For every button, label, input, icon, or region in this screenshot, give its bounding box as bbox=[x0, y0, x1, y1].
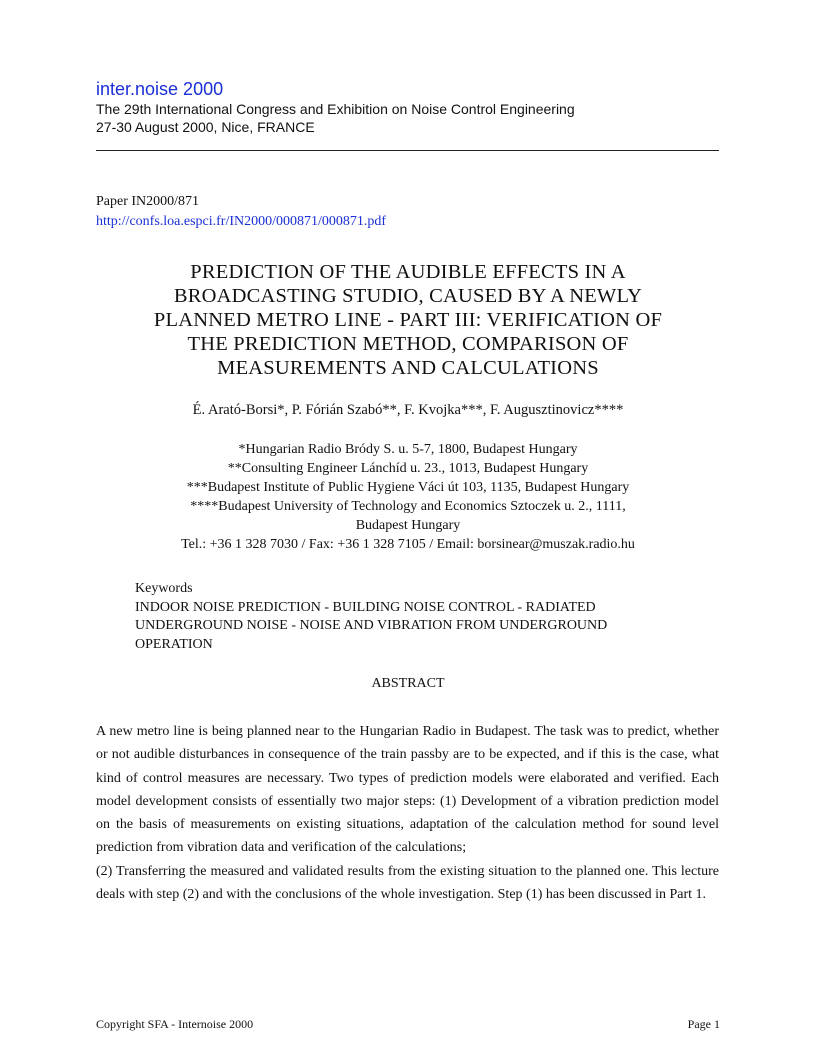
title-line: PREDICTION OF THE AUDIBLE EFFECTS IN A bbox=[190, 261, 626, 283]
keywords-line: OPERATION bbox=[135, 636, 213, 652]
paper-url-link[interactable]: http://confs.loa.espci.fr/IN2000/000871/000871.pdf bbox=[96, 214, 387, 229]
conference-header bbox=[96, 79, 720, 136]
title-line: THE PREDICTION METHOD, COMPARISON OF bbox=[187, 333, 629, 355]
congress-name: The 29th International Congress and Exhibition on Noise Control Engineering bbox=[96, 101, 575, 117]
affiliation-line: *Hungarian Radio Bródy S. u. 5-7, 1800, Budapest Hungary bbox=[238, 442, 578, 457]
page-number: Page 1 bbox=[687, 1017, 720, 1031]
affiliation-line: ****Budapest University of Technology and Economics Sztoczek u. 2., 1111, bbox=[190, 499, 626, 514]
paper-title bbox=[96, 260, 720, 380]
abstract-body bbox=[96, 720, 719, 906]
conference-brand: inter.noise 2000 bbox=[96, 79, 224, 99]
abstract-paragraph: (2) Transferring the measured and validated results from the existing situation to the planned one. This lecture deals with step (2) and with the conclusions of the whole investigation. Step (1) has been discussed in Part 1. bbox=[96, 863, 719, 903]
keywords-heading: Keywords bbox=[135, 581, 193, 596]
page-footer bbox=[96, 1017, 720, 1032]
title-line: PLANNED METRO LINE - PART III: VERIFICATION OF bbox=[153, 309, 663, 331]
copyright-text: Copyright SFA - Internoise 2000 bbox=[96, 1017, 254, 1031]
abstract-heading: ABSTRACT bbox=[371, 676, 445, 691]
abstract-paragraph: A new metro line is being planned near to the Hungarian Radio in Budapest. The task was to predict, whether or not audible disturbances in consequence of the train passby are to be expected, and if this is the case, what kind of control measures are necessary. Two types of prediction models were elaborated and verified. Each model development consists of essentially two major steps: (1) Development of a vibration prediction model on the basis of measurements on existing situations, adaptation of the calculation method for sound level prediction from vibration data and verification of the calculations; bbox=[96, 724, 719, 856]
title-line: MEASUREMENTS AND CALCULATIONS bbox=[217, 357, 599, 379]
affiliation-line: ***Budapest Institute of Public Hygiene Váci út 103, 1135, Budapest Hungary bbox=[186, 480, 630, 495]
affiliation-line: Budapest Hungary bbox=[355, 518, 461, 533]
conference-date-place: 27-30 August 2000, Nice, FRANCE bbox=[96, 119, 315, 135]
paper-info bbox=[96, 192, 386, 232]
contact-line: Tel.: +36 1 328 7030 / Fax: +36 1 328 7105 / Email: borsinear@muszak.radio.hu bbox=[181, 537, 635, 552]
header-divider bbox=[96, 150, 719, 151]
affiliation-line: **Consulting Engineer Lánchíd u. 23., 1013, Budapest Hungary bbox=[227, 461, 589, 476]
title-line: BROADCASTING STUDIO, CAUSED BY A NEWLY bbox=[173, 285, 643, 307]
keywords-line: INDOOR NOISE PREDICTION - BUILDING NOISE CONTROL - RADIATED bbox=[135, 599, 596, 615]
author-list: É. Arató-Borsi*, P. Fórián Szabó**, F. Kvojka***, F. Augusztinovicz**** bbox=[192, 402, 624, 418]
paper-id: Paper IN2000/871 bbox=[96, 194, 200, 209]
keywords-line: UNDERGROUND NOISE - NOISE AND VIBRATION FROM UNDERGROUND bbox=[135, 618, 608, 633]
affiliations bbox=[96, 440, 720, 554]
keywords-section bbox=[135, 580, 725, 654]
